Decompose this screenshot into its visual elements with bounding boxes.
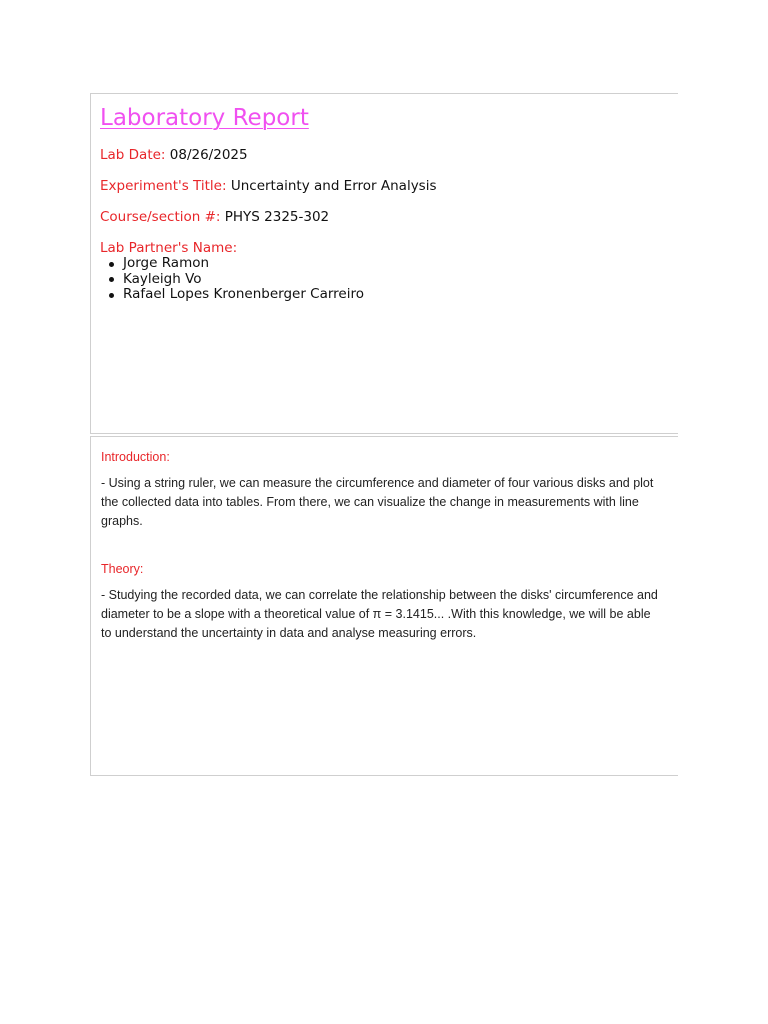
- introduction-heading: Introduction:: [101, 450, 170, 464]
- theory-heading: Theory:: [101, 562, 144, 576]
- course-section-label: Course/section #:: [100, 209, 221, 225]
- experiment-title-label: Experiment's Title:: [100, 178, 227, 194]
- lab-date-label: Lab Date:: [100, 147, 166, 163]
- lab-partners-label: Lab Partner's Name:: [100, 240, 238, 256]
- report-title: Laboratory Report: [100, 105, 309, 131]
- theory-body: - Studying the recorded data, we can correlate the relationship between the disks' circumference and diameter to be a slope with a theoretical value of π = 3.1415... .With this knowledge, we will be able to understand the uncertainty in data and analyse measuring errors.: [101, 588, 658, 640]
- bullet-icon: [109, 262, 114, 267]
- report-content-panel: [90, 436, 678, 776]
- lab-date-row: [100, 147, 678, 163]
- course-section-row: [100, 209, 678, 225]
- lab-partner-item: [107, 287, 678, 303]
- introduction-body: - Using a string ruler, we can measure the circumference and diameter of four various disks and plot the collected data into tables. From there, we can visualize the change in measurements with line graphs.: [101, 476, 654, 528]
- lab-partners-list: [100, 256, 678, 303]
- lab-partner-name: Jorge Ramon: [123, 255, 210, 271]
- lab-partner-name: Kayleigh Vo: [123, 270, 202, 287]
- experiment-title-row: [100, 178, 678, 194]
- lab-partner-item: [107, 256, 678, 272]
- report-header-panel: [90, 93, 678, 434]
- lab-date-value: 08/26/2025: [169, 147, 248, 163]
- course-section-value: PHYS 2325-302: [224, 209, 330, 225]
- bullet-icon: [109, 277, 114, 282]
- lab-partner-item: [107, 272, 678, 288]
- bullet-icon: [109, 293, 114, 298]
- lab-partner-name: Rafael Lopes Kronenberger Carreiro: [123, 286, 364, 302]
- experiment-title-value: Uncertainty and Error Analysis: [230, 178, 437, 194]
